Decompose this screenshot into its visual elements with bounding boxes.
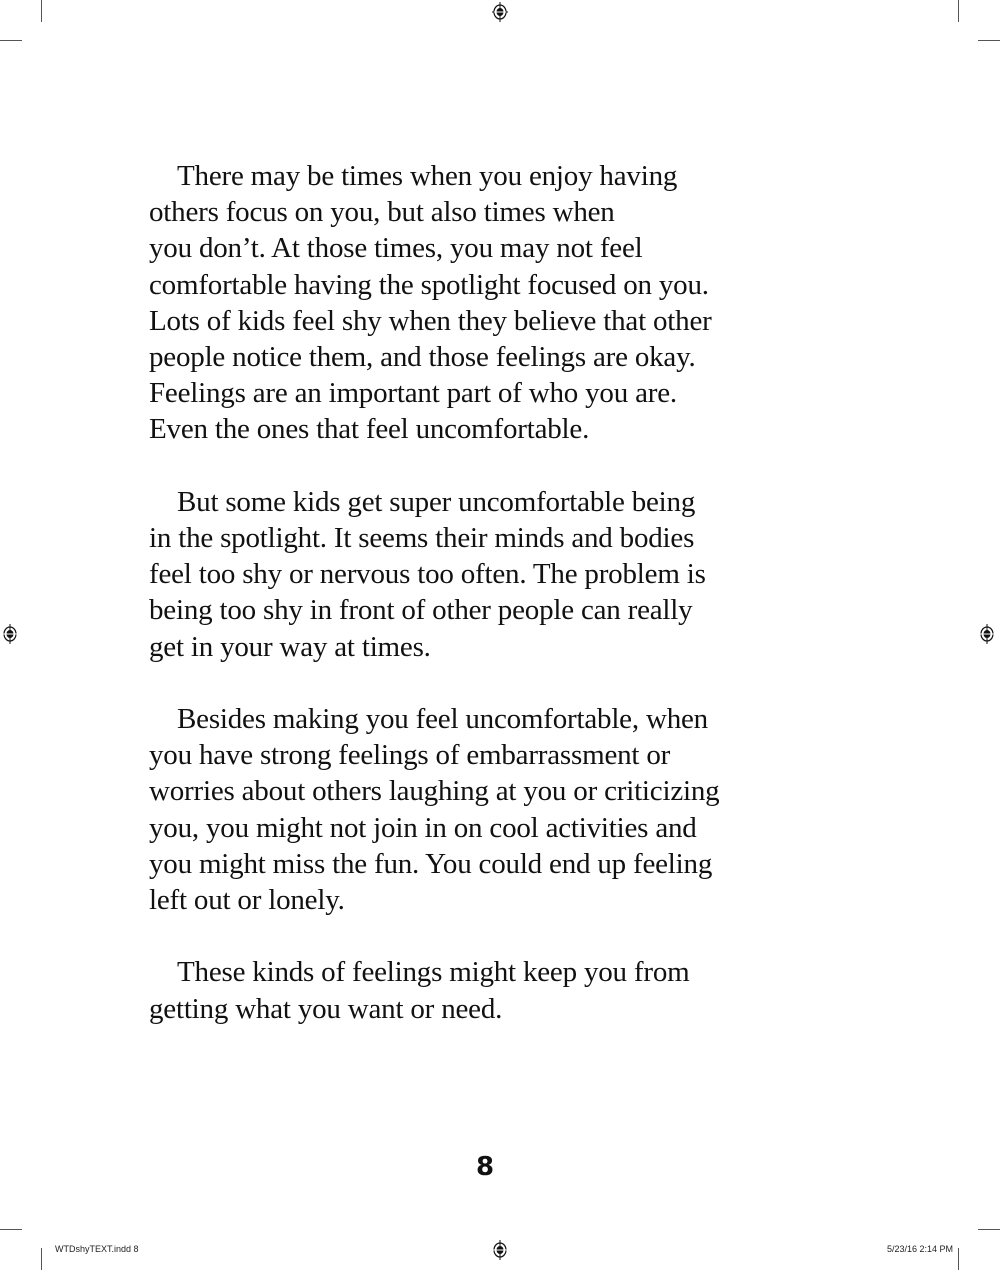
text-line: get in your way at times. <box>149 630 431 663</box>
registration-target-icon <box>492 2 508 22</box>
text-line: feel too shy or nervous too often. The problem is <box>149 558 706 591</box>
paragraph <box>149 954 849 1026</box>
paragraph <box>149 701 849 918</box>
text-line: getting what you want or need. <box>149 992 503 1025</box>
crop-mark-bottom-left-vertical <box>41 1248 42 1270</box>
text-line: Besides making you feel uncomfortable, when <box>177 703 708 736</box>
paragraph <box>149 158 849 448</box>
text-line: These kinds of feelings might keep you from <box>177 956 690 989</box>
text-line: worries about others laughing at you or criticizing <box>149 775 720 808</box>
text-line: in the spotlight. It seems their minds and bodies <box>149 522 695 555</box>
crop-mark-top-left-horizontal <box>0 40 22 41</box>
text-line: Lots of kids feel shy when they believe that other <box>149 304 712 337</box>
text-line: you, you might not join in on cool activities and <box>149 811 697 844</box>
crop-mark-top-right-vertical <box>958 0 959 22</box>
text-line: people notice them, and those feelings are okay. <box>149 341 696 374</box>
text-line: you have strong feelings of embarrassment or <box>149 739 671 772</box>
slug-timestamp: 5/23/16 2:14 PM <box>886 1244 953 1254</box>
text-line: comfortable having the spotlight focused on you. <box>149 268 709 301</box>
crop-mark-bottom-right-vertical <box>958 1248 959 1270</box>
text-line: left out or lonely. <box>149 884 345 917</box>
text-line: Even the ones that feel uncomfortable. <box>149 413 590 446</box>
registration-target-icon <box>492 1240 508 1260</box>
text-line: being too shy in front of other people can really <box>149 594 693 627</box>
body-text <box>149 158 849 1063</box>
slug-filename: WTDshyTEXT.indd 8 <box>55 1244 139 1254</box>
page-number: 8 <box>476 1152 495 1182</box>
crop-mark-top-right-horizontal <box>978 40 1000 41</box>
text-line: There may be times when you enjoy having <box>177 160 678 192</box>
text-line: others focus on you, but also times when <box>149 196 615 229</box>
registration-target-icon <box>979 624 995 644</box>
text-line: Feelings are an important part of who you are. <box>149 377 677 410</box>
text-line: But some kids get super uncomfortable being <box>177 485 696 518</box>
paragraph <box>149 484 849 665</box>
text-line: you might miss the fun. You could end up feeling <box>149 847 713 880</box>
registration-target-icon <box>2 624 18 644</box>
crop-mark-bottom-right-horizontal <box>978 1229 1000 1230</box>
crop-mark-bottom-left-horizontal <box>0 1229 22 1230</box>
text-line: you don’t. At those times, you may not feel <box>149 232 643 265</box>
crop-mark-top-left-vertical <box>41 0 42 22</box>
